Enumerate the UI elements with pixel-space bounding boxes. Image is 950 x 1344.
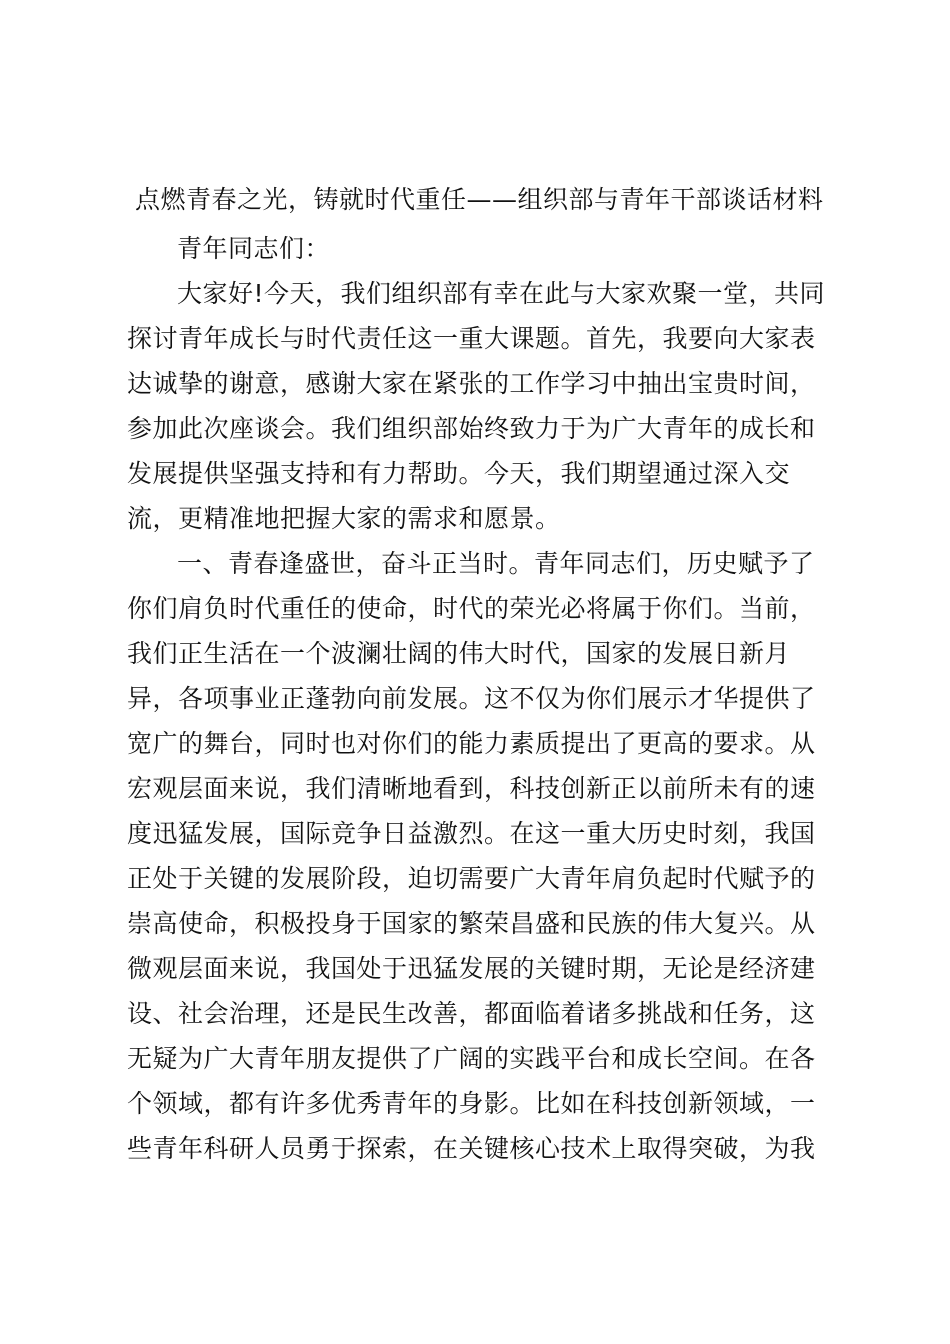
document-title: 点燃青春之光，铸就时代重任——组织部与青年干部谈话材料 — [135, 185, 824, 214]
paragraph-line: 异，各项事业正蓬勃向前发展。这不仅为你们展示才华提供了 — [127, 684, 816, 713]
paragraph-line: 宏观层面来说，我们清晰地看到，科技创新正以前所未有的速 — [127, 774, 816, 803]
paragraph-line: 崇高使命，积极投身于国家的繁荣昌盛和民族的伟大复兴。从 — [127, 909, 816, 938]
paragraph-line: 度迅猛发展，国际竞争日益激烈。在这一重大历史时刻，我国 — [127, 819, 816, 848]
paragraph-line: 发展提供坚强支持和有力帮助。今天，我们期望通过深入交 — [127, 459, 791, 488]
document-body — [127, 226, 827, 1171]
paragraph-line: 达诚挚的谢意，感谢大家在紧张的工作学习中抽出宝贵时间， — [127, 369, 816, 398]
paragraph-line: 探讨青年成长与时代责任这一重大课题。首先，我要向大家表 — [127, 324, 816, 353]
paragraph-line: 宽广的舞台，同时也对你们的能力素质提出了更高的要求。从 — [127, 729, 816, 758]
paragraph-line: 些青年科研人员勇于探索，在关键核心技术上取得突破，为我 — [127, 1134, 816, 1163]
opening-paragraph — [127, 271, 827, 541]
salutation-paragraph — [127, 226, 827, 271]
paragraph-line: 参加此次座谈会。我们组织部始终致力于为广大青年的成长和 — [127, 414, 816, 443]
paragraph-line: 个领域，都有许多优秀青年的身影。比如在科技创新领域，一 — [127, 1089, 816, 1118]
paragraph-line: 正处于关键的发展阶段，迫切需要广大青年肩负起时代赋予的 — [127, 864, 816, 893]
paragraph-line: 大家好!今天，我们组织部有幸在此与大家欢聚一堂，共同 — [177, 279, 826, 308]
paragraph-line: 你们肩负时代重任的使命，时代的荣光必将属于你们。当前， — [127, 594, 816, 623]
section-one-paragraph — [127, 541, 827, 1171]
paragraph-line: 微观层面来说，我国处于迅猛发展的关键时期，无论是经济建 — [127, 954, 816, 983]
paragraph-line: 青年同志们： — [177, 234, 331, 263]
paragraph-line: 流，更精准地把握大家的需求和愿景。 — [127, 504, 561, 533]
paragraph-line: 我们正生活在一个波澜壮阔的伟大时代，国家的发展日新月 — [127, 639, 791, 668]
paragraph-line: 无疑为广大青年朋友提供了广阔的实践平台和成长空间。在各 — [127, 1044, 816, 1073]
paragraph-line: 一、青春逢盛世，奋斗正当时。青年同志们，历史赋予了 — [177, 549, 815, 578]
paragraph-line: 设、社会治理，还是民生改善，都面临着诸多挑战和任务，这 — [127, 999, 816, 1028]
